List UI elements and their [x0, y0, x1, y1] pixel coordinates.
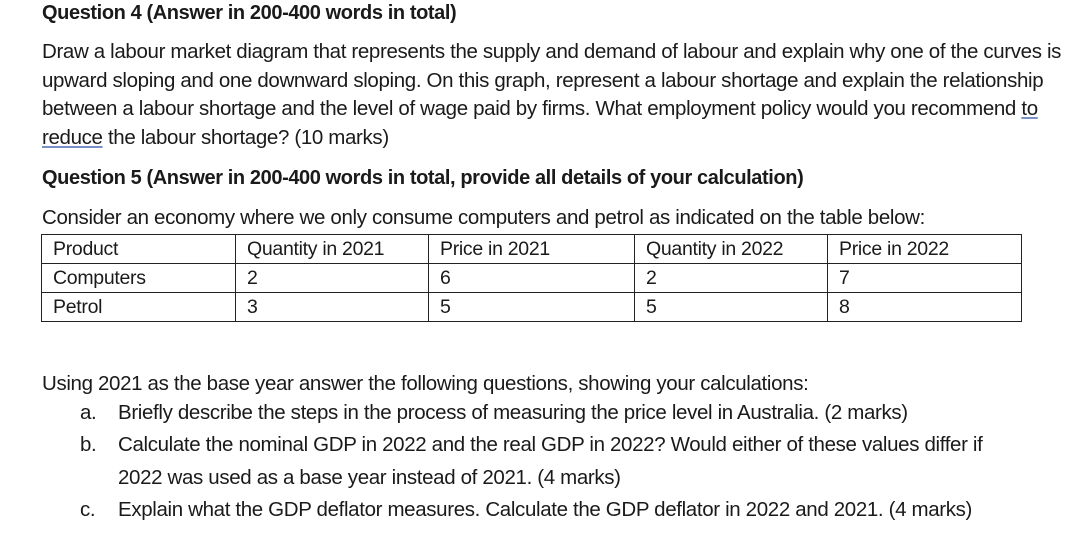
list-item: [80, 498, 972, 522]
table-cell: 8: [828, 293, 1022, 322]
list-item: [80, 433, 982, 457]
question-5-title: Question 5 (Answer in 200-400 words in total, provide all details of your calculation): [42, 167, 804, 189]
product-table: [41, 234, 1022, 322]
list-item-text: Explain what the GDP deflator measures. Calculate the GDP deflator in 2022 and 2021. (4 marks): [118, 498, 973, 521]
list-item-continuation: 2022 was used as a base year instead of 2021. (4 marks): [118, 466, 621, 489]
table-header-cell: Price in 2021: [429, 235, 635, 264]
list-item-label: b.: [80, 433, 97, 456]
table-cell: Petrol: [42, 293, 236, 322]
table-header-cell: Price in 2022: [828, 235, 1022, 264]
table-header-cell: Product: [42, 235, 236, 264]
to-reduce-link[interactable]: to reduce: [42, 97, 1038, 149]
question-4-text-start: Draw a labour market diagram that represents the supply and demand of labour and explain why one of the curves is upward sloping and one downward sloping. On this graph, represent a labour shortage and explain the relationship between a labour shortage and the level of wage paid by firms. What employment policy would you recommend: [42, 40, 1062, 120]
table-cell: Computers: [42, 264, 236, 293]
table-header-cell: Quantity in 2021: [236, 235, 429, 264]
question-4-text-end: the labour shortage? (10 marks): [102, 125, 389, 149]
table-cell: 6: [429, 264, 635, 293]
table-row: [42, 264, 1022, 293]
list-item-label: a.: [80, 401, 97, 424]
list-item-text: Calculate the nominal GDP in 2022 and the real GDP in 2022? Would either of these values differ if: [118, 433, 983, 456]
base-year-instructions: Using 2021 as the base year answer the following questions, showing your calculations:: [42, 372, 809, 395]
table-cell: 3: [236, 293, 429, 322]
table-header-cell: Quantity in 2022: [635, 235, 828, 264]
table-row: [42, 293, 1022, 322]
list-item-text: Briefly describe the steps in the process of measuring the price level in Australia. (2 marks): [118, 401, 908, 424]
question-5-intro: Consider an economy where we only consume computers and petrol as indicated on the table below:: [42, 206, 925, 229]
table-cell: 2: [236, 264, 429, 293]
table-cell: 7: [828, 264, 1022, 293]
question-4-body: [42, 38, 1082, 152]
table-cell: 5: [635, 293, 828, 322]
question-4-title: Question 4 (Answer in 200-400 words in total): [42, 2, 457, 24]
list-item-label: c.: [80, 498, 96, 521]
table-cell: 5: [429, 293, 635, 322]
list-item: [80, 401, 908, 425]
table-header-row: [42, 235, 1022, 264]
table-cell: 2: [635, 264, 828, 293]
